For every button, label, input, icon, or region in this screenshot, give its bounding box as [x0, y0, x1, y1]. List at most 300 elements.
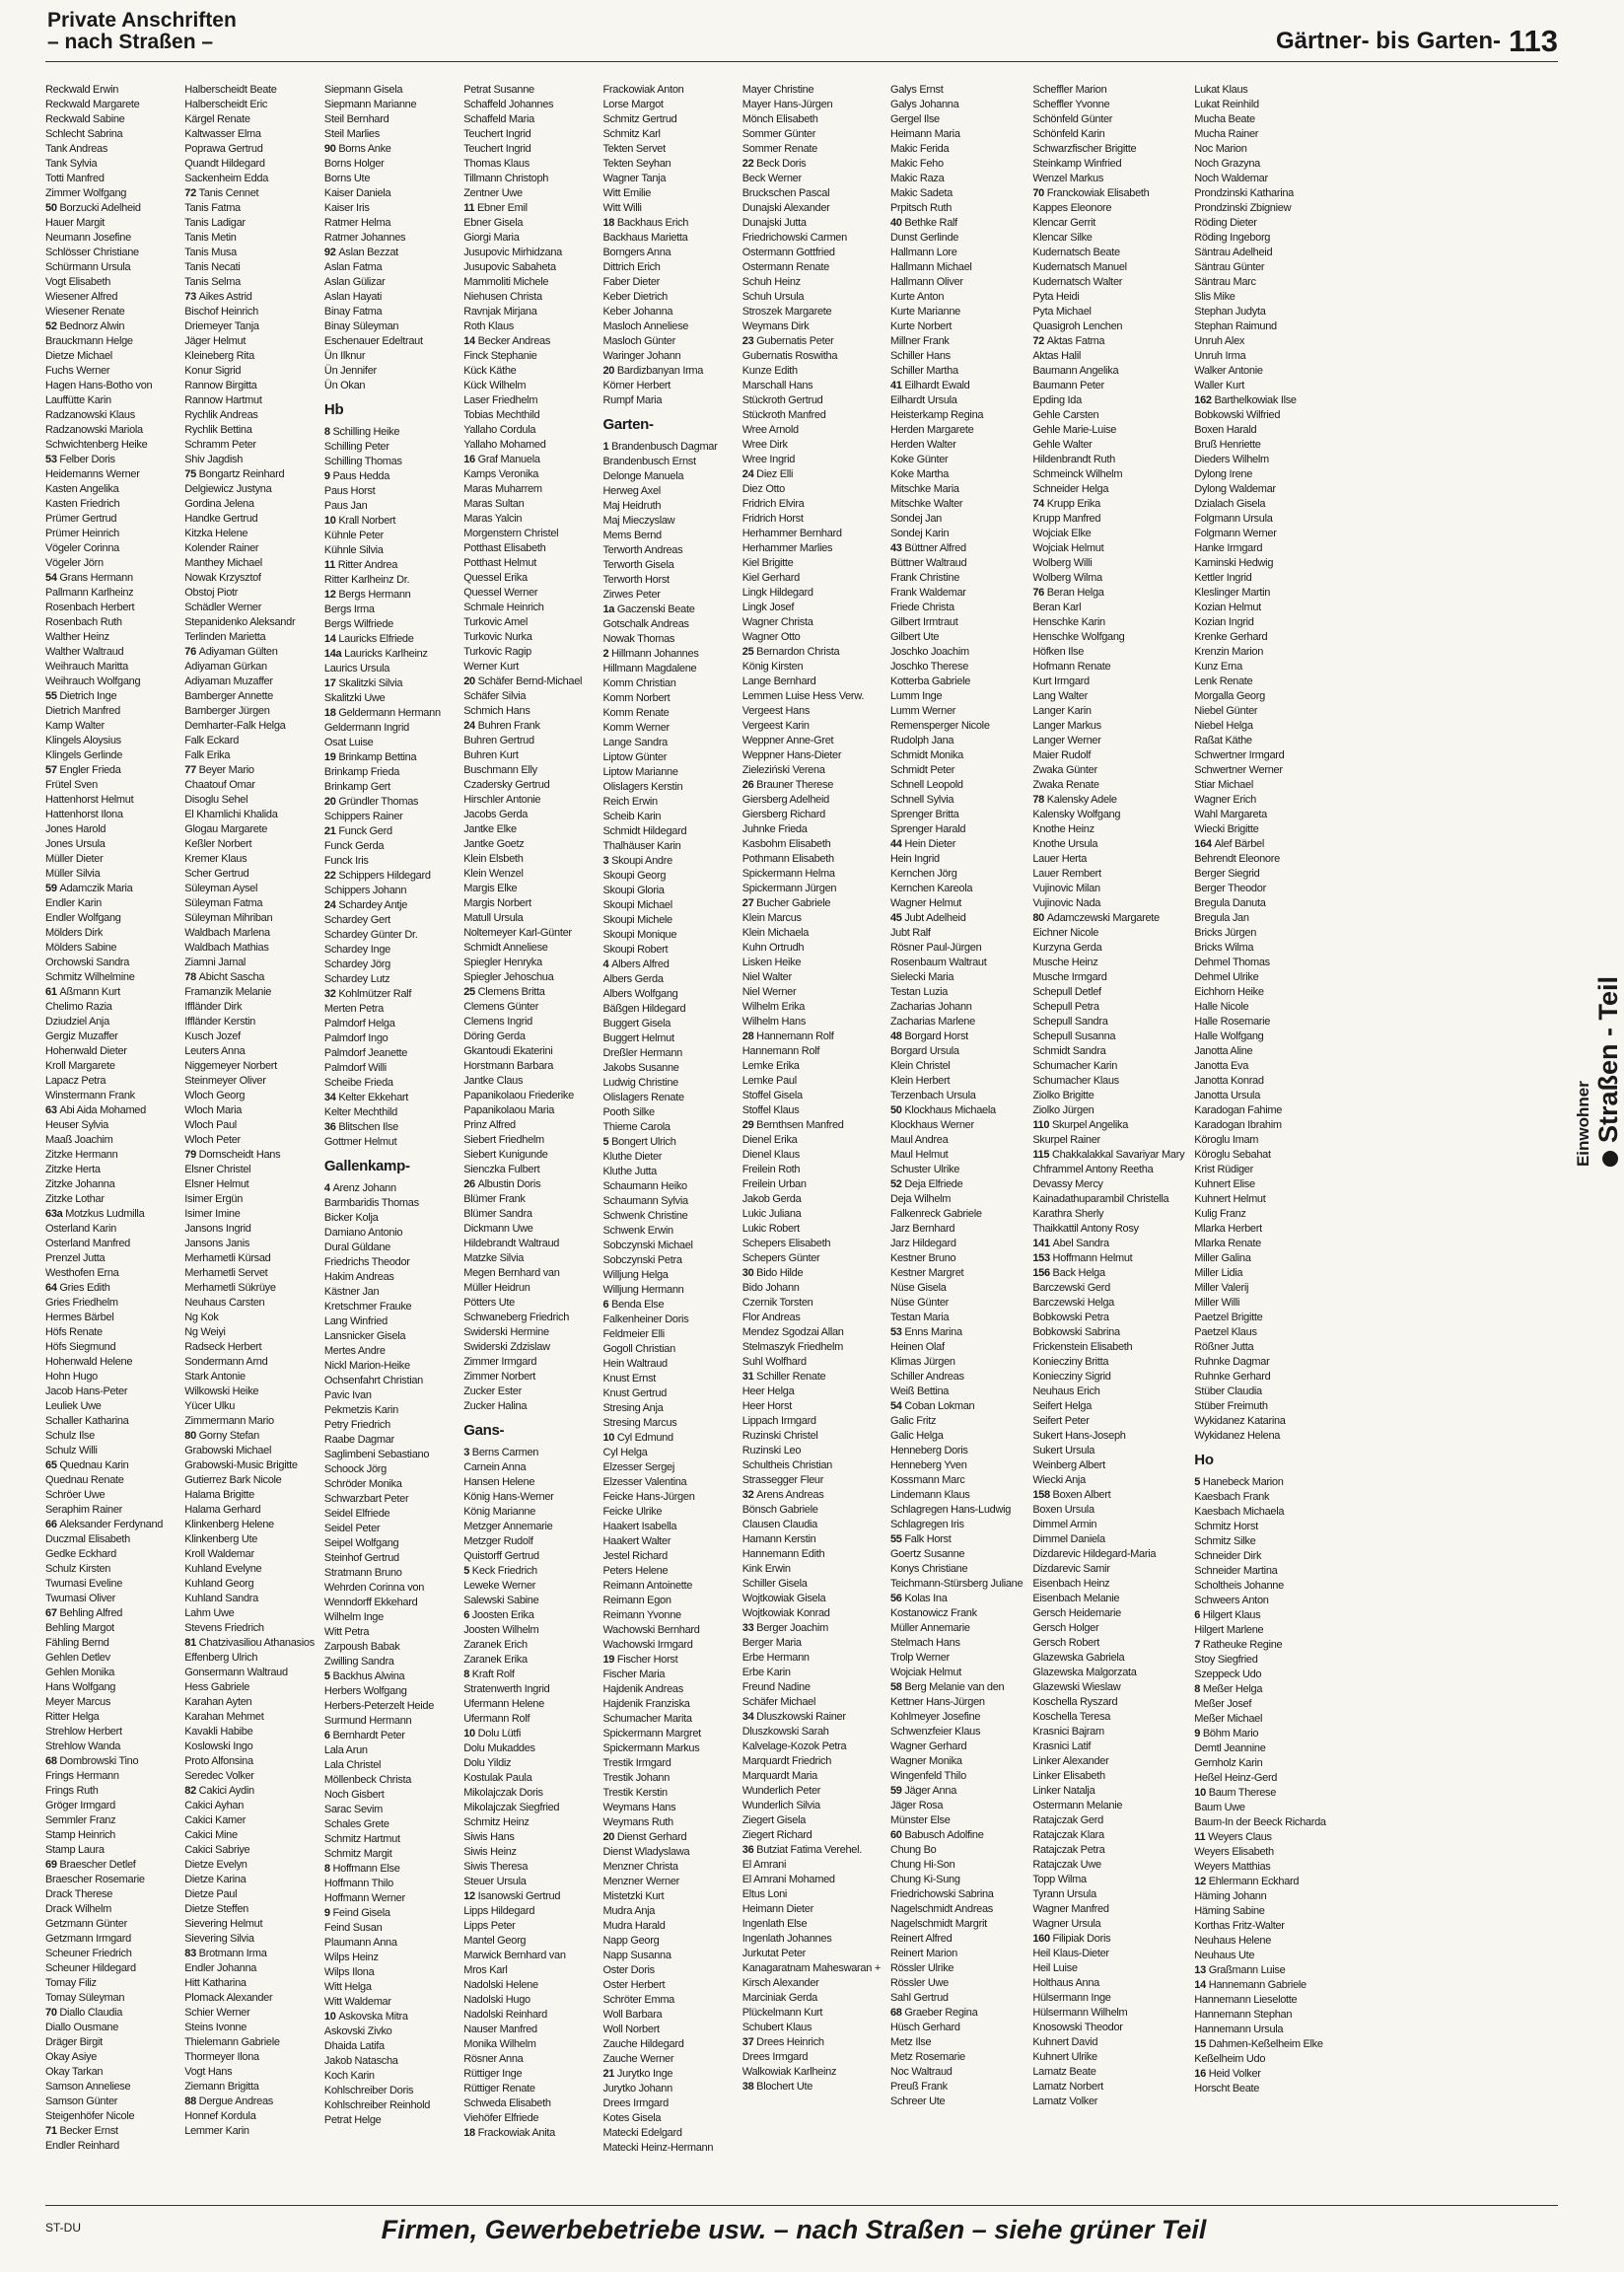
resident-entry: Schwarzfischer Brigitte: [1032, 143, 1137, 155]
resident-entry: Stiar Michael: [1194, 779, 1253, 791]
resident-entry: 44 Hein Dieter: [889, 838, 956, 850]
resident-entry: Tekten Servet: [602, 143, 666, 155]
street-range: Gärtner- bis Garten-: [1275, 28, 1501, 54]
resident-entry: 88 Dergue Andreas: [184, 2095, 273, 2107]
resident-entry: Elsner Christel: [184, 1164, 251, 1175]
resident-entry: 77 Beyer Mario: [184, 764, 254, 776]
resident-entry: 158 Boxen Albert: [1032, 1489, 1111, 1501]
resident-entry: Reckwald Margarete: [45, 99, 140, 110]
resident-entry: 78 Kalensky Adele: [1032, 794, 1117, 806]
resident-entry: Radzanowski Klaus: [45, 409, 135, 421]
resident-entry: Preuß Frank: [889, 2081, 948, 2093]
resident-entry: 68 Dombrowski Tino: [45, 1755, 139, 1767]
resident-entry: Lemmen Luise Hess Verw.: [741, 690, 865, 702]
resident-entry: Terlinden Marietta: [184, 631, 266, 643]
resident-entry: Nadolski Helene: [463, 1979, 538, 1991]
resident-entry: Eisenbach Heinz: [1032, 1578, 1110, 1590]
resident-entry: Hamann Kerstin: [741, 1533, 816, 1545]
resident-entry: Spickermann Jürgen: [741, 883, 837, 894]
resident-entry: Cakici Ayhan: [184, 1800, 245, 1811]
resident-entry: Mammoliti Michele: [463, 276, 549, 288]
resident-entry: Siwis Heinz: [463, 1846, 517, 1858]
resident-entry: Kulig Franz: [1194, 1208, 1246, 1220]
resident-entry: Kretschmer Frauke: [323, 1301, 412, 1313]
resident-entry: Scholtheis Johanne: [1194, 1580, 1284, 1592]
resident-entry: Knust Gertrud: [602, 1387, 668, 1399]
resident-entry: Elsner Helmut: [184, 1178, 249, 1190]
resident-entry: Mölders Sabine: [45, 942, 117, 954]
street-heading: Gans-: [463, 1422, 505, 1439]
resident-entry: Maul Helmut: [889, 1149, 949, 1161]
resident-entry: Heimann Maria: [889, 128, 960, 140]
resident-entry: Chung Bo: [889, 1844, 937, 1856]
resident-entry: Bido Johann: [741, 1282, 800, 1294]
resident-entry: Twumasi Eveline: [45, 1578, 123, 1590]
resident-entry: Turkovic Amel: [463, 616, 528, 628]
resident-entry: Turkovic Nurka: [463, 631, 532, 643]
resident-entry: Schepers Elisabeth: [741, 1238, 831, 1249]
resident-entry: Oster Herbert: [602, 1979, 666, 1991]
resident-entry: Bergs Wilfriede: [323, 618, 393, 630]
resident-entry: Totti Manfred: [45, 173, 105, 184]
resident-entry: Okay Tarkan: [45, 2066, 104, 2078]
resident-entry: Saglimbeni Sebastiano: [323, 1449, 430, 1460]
resident-entry: Schmidt Sandra: [1032, 1045, 1106, 1057]
resident-entry: Vergeest Karin: [741, 720, 810, 732]
resident-entry: Kurte Norbert: [889, 320, 953, 332]
resident-entry: 19 Fischer Horst: [602, 1654, 678, 1666]
resident-entry: Ziolko Jürgen: [1032, 1104, 1094, 1116]
resident-entry: Wree Ingrid: [741, 454, 796, 465]
resident-entry: Henneberg Doris: [889, 1445, 968, 1456]
resident-entry: 59 Jäger Anna: [889, 1785, 957, 1797]
resident-entry: Heil Luise: [1032, 1962, 1078, 1974]
resident-entry: El Amrani: [741, 1859, 787, 1871]
resident-entry: Mantel Georg: [463, 1935, 527, 1947]
resident-entry: Schwertner Werner: [1194, 764, 1283, 776]
resident-entry: 19 Brinkamp Bettina: [323, 751, 417, 763]
resident-entry: Makic Feho: [889, 158, 944, 170]
resident-entry: Thielemann Gabriele: [184, 2036, 280, 2048]
resident-entry: 141 Abel Sandra: [1032, 1238, 1109, 1249]
resident-entry: Henschke Wolfgang: [1032, 631, 1125, 643]
resident-entry: 8 Schilling Heike: [323, 426, 400, 438]
resident-entry: Lippach Irmgard: [741, 1415, 816, 1427]
resident-entry: Lange Bernhard: [741, 675, 816, 687]
resident-entry: Baum Uwe: [1194, 1802, 1245, 1813]
resident-entry: Schulz Ilse: [45, 1430, 95, 1442]
resident-entry: 27 Bucher Gabriele: [741, 897, 831, 909]
resident-entry: Stelmaszyk Friedhelm: [741, 1341, 843, 1353]
resident-entry: Tomay Filiz: [45, 1977, 97, 1989]
resident-entry: Borgard Ursula: [889, 1045, 959, 1057]
resident-entry: Mertes Andre: [323, 1345, 386, 1357]
resident-entry: 3 Skoupi Andre: [602, 855, 672, 867]
resident-entry: Tanis Musa: [184, 247, 237, 258]
resident-entry: Holthaus Anna: [1032, 1977, 1099, 1989]
resident-entry: Schmitz Heinz: [463, 1816, 530, 1828]
resident-entry: Mistetzki Kurt: [602, 1890, 665, 1902]
resident-entry: Skoupi Georg: [602, 870, 667, 882]
resident-entry: Kozian Helmut: [1194, 602, 1261, 613]
resident-entry: Hülsermann Wilhelm: [1032, 2007, 1128, 2019]
resident-entry: Terzenbach Ursula: [889, 1090, 976, 1101]
resident-entry: Gersch Holger: [1032, 1622, 1099, 1634]
resident-entry: Tekten Seyhan: [602, 158, 671, 170]
resident-entry: 33 Berger Joachim: [741, 1622, 829, 1634]
resident-entry: Walker Antonie: [1194, 365, 1263, 377]
resident-entry: Schwarzbart Peter: [323, 1493, 409, 1505]
resident-entry: Blümer Frank: [463, 1193, 526, 1205]
resident-entry: Brauckmann Helge: [45, 335, 133, 347]
resident-entry: Stark Antonie: [184, 1371, 246, 1383]
resident-entry: Hajdenik Andreas: [602, 1683, 683, 1695]
resident-entry: Herden Margarete: [889, 424, 974, 436]
resident-entry: Hohenwald Helene: [45, 1356, 133, 1368]
resident-entry: Lang Walter: [1032, 690, 1088, 702]
resident-entry: Rösner Paul-Jürgen: [889, 942, 982, 954]
resident-entry: 5 Bongert Ulrich: [602, 1136, 676, 1148]
header-divider: [45, 61, 1558, 62]
resident-entry: Rüttiger Renate: [463, 2083, 535, 2094]
resident-entry: Schuster Ulrike: [889, 1164, 960, 1175]
resident-entry: Schultheis Christian: [741, 1459, 832, 1471]
resident-entry: Kamp Walter: [45, 720, 105, 732]
resident-entry: Schwaneberg Friedrich: [463, 1312, 570, 1323]
resident-entry: Sahl Gertrud: [889, 1992, 949, 2004]
resident-entry: Röding Dieter: [1194, 217, 1257, 229]
resident-entry: Millner Frank: [889, 335, 950, 347]
resident-entry: Körner Herbert: [602, 380, 671, 391]
resident-entry: Dehmel Ulrike: [1194, 971, 1259, 983]
resident-entry: Blümer Sandra: [463, 1208, 532, 1220]
resident-entry: Honnef Kordula: [184, 2110, 256, 2122]
resident-entry: Kasten Angelika: [45, 483, 119, 495]
resident-entry: 6 Benda Else: [602, 1299, 665, 1311]
resident-entry: Giersberg Richard: [741, 809, 825, 820]
resident-entry: Thieme Carola: [602, 1121, 671, 1133]
resident-entry: Prondzinski Katharina: [1194, 187, 1294, 199]
resident-entry: Demharter-Falk Helga: [184, 720, 286, 732]
resident-entry: Hermes Bärbel: [45, 1312, 114, 1323]
resident-entry: Seipel Wolfgang: [323, 1537, 399, 1549]
resident-entry: Klencar Silke: [1032, 232, 1093, 244]
resident-entry: Noch Grazyna: [1194, 158, 1260, 170]
resident-entry: Spickermann Helma: [741, 868, 835, 880]
resident-entry: Ün Jennifer: [323, 365, 377, 377]
resident-entry: Ingenlath Johannes: [741, 1933, 832, 1945]
resident-entry: Teichmann-Stürsberg Juliane: [889, 1578, 1024, 1590]
resident-entry: Schiller Hans: [889, 350, 951, 362]
resident-entry: Wiecki Anja: [1032, 1474, 1086, 1486]
resident-entry: Trestik Johann: [602, 1772, 671, 1784]
resident-entry: Werner Kurt: [463, 661, 519, 673]
resident-entry: Willjung Helga: [602, 1269, 669, 1281]
resident-entry: Bobkowski Wilfried: [1194, 409, 1281, 421]
resident-entry: Jantke Goetz: [463, 838, 525, 850]
resident-entry: Cakici Kamer: [184, 1814, 247, 1826]
resident-entry: Noch Gisbert: [323, 1789, 385, 1801]
resident-entry: Merhametli Servet: [184, 1267, 268, 1279]
resident-entry: Beran Karl: [1032, 602, 1082, 613]
resident-entry: Schmale Heinrich: [463, 602, 544, 613]
resident-entry: 12 Isanowski Gertrud: [463, 1890, 561, 1902]
resident-entry: Prümer Gertrud: [45, 513, 117, 525]
resident-entry: Komm Renate: [602, 707, 670, 719]
resident-entry: Lahm Uwe: [184, 1607, 235, 1619]
resident-entry: Koch Karin: [323, 2070, 375, 2082]
resident-entry: Yallaho Cordula: [463, 424, 536, 436]
resident-entry: Folgmann Ursula: [1194, 513, 1273, 525]
resident-entry: Krenke Gerhard: [1194, 631, 1268, 643]
resident-entry: Jakobs Susanne: [602, 1062, 679, 1074]
resident-entry: Cakici Mine: [184, 1829, 238, 1841]
resident-entry: Mlarka Renate: [1194, 1238, 1261, 1249]
resident-entry: Wagner Gerhard: [889, 1740, 967, 1752]
resident-entry: Kühnle Silvia: [323, 544, 384, 556]
resident-entry: 57 Engler Frieda: [45, 764, 121, 776]
resident-entry: Berger Maria: [741, 1637, 802, 1649]
resident-entry: 10 Krall Norbert: [323, 515, 396, 527]
resident-entry: Gehle Carsten: [1032, 409, 1099, 421]
resident-entry: Höfken Ilse: [1032, 646, 1085, 658]
resident-entry: Kuhnert Elise: [1194, 1178, 1255, 1190]
resident-entry: Lauer Herta: [1032, 853, 1088, 865]
resident-entry: Dickmann Uwe: [463, 1223, 533, 1235]
resident-entry: Ruhnke Dagmar: [1194, 1356, 1270, 1368]
resident-entry: Gergel Ilse: [889, 113, 940, 125]
resident-entry: Schlagregen Hans-Ludwig: [889, 1504, 1012, 1516]
resident-entry: Nadolski Reinhard: [463, 2009, 547, 2021]
resident-entry: Epding Ida: [1032, 394, 1082, 406]
resident-entry: Süleyman Fatma: [184, 897, 263, 909]
resident-entry: Ludwig Christine: [602, 1077, 679, 1089]
resident-entry: Drack Therese: [45, 1888, 113, 1900]
resident-entry: Hüsch Gerhard: [889, 2022, 960, 2033]
resident-entry: Merten Petra: [323, 1003, 384, 1015]
resident-entry: Koniecziny Britta: [1032, 1356, 1109, 1368]
resident-entry: Gergiz Muzaffer: [45, 1030, 118, 1042]
resident-entry: Schippers Johann: [323, 885, 407, 896]
resident-entry: Wahl Margareta: [1194, 809, 1267, 820]
resident-entry: 40 Bethke Ralf: [889, 217, 957, 229]
resident-entry: Koke Günter: [889, 454, 949, 465]
resident-entry: Glazewska Gabriela: [1032, 1652, 1125, 1664]
resident-entry: Finck Stephanie: [463, 350, 537, 362]
resident-entry: Gries Friedhelm: [45, 1297, 118, 1309]
resident-entry: Kudernatsch Walter: [1032, 276, 1123, 288]
resident-entry: Salewski Sabine: [463, 1595, 539, 1606]
resident-entry: Braescher Rosemarie: [45, 1874, 145, 1885]
resident-entry: Wloch Georg: [184, 1090, 246, 1101]
resident-entry: 37 Drees Heinrich: [741, 2036, 824, 2048]
resident-entry: Kostanowicz Frank: [889, 1607, 977, 1619]
resident-entry: Schumacher Marita: [602, 1713, 692, 1725]
resident-entry: Heer Helga: [741, 1385, 795, 1397]
resident-entry: Ravnjak Mirjana: [463, 306, 537, 318]
resident-entry: Lenk Renate: [1194, 675, 1253, 687]
resident-entry: Boxen Ursula: [1032, 1504, 1094, 1516]
resident-entry: 8 Kraft Rolf: [463, 1668, 515, 1680]
resident-entry: Kalensky Wolfgang: [1032, 809, 1121, 820]
resident-entry: 10 Askovska Mitra: [323, 2011, 408, 2023]
resident-entry: Tyrann Ursula: [1032, 1888, 1096, 1900]
resident-entry: Wojtkowiak Gisela: [741, 1593, 826, 1604]
resident-entry: 24 Buhren Frank: [463, 720, 540, 732]
resident-entry: Delonge Manuela: [602, 470, 684, 482]
resident-entry: Schumacher Karin: [1032, 1060, 1118, 1072]
resident-entry: Feldmeier Elli: [602, 1328, 665, 1340]
resident-entry: Janotta Aline: [1194, 1045, 1253, 1057]
resident-entry: Radseck Herbert: [184, 1341, 262, 1353]
resident-entry: Wree Dirk: [741, 439, 788, 451]
resident-entry: Dolu Yildiz: [463, 1757, 512, 1769]
resident-entry: Rößner Jutta: [1194, 1341, 1254, 1353]
resident-entry: 3 Berns Carmen: [463, 1447, 539, 1458]
resident-entry: Neuhaus Helene: [1194, 1935, 1272, 1947]
resident-entry: Sukert Ursula: [1032, 1445, 1095, 1456]
resident-entry: Ruzinski Christel: [741, 1430, 818, 1442]
resident-entry: Wolberg Willi: [1032, 557, 1093, 569]
resident-entry: Hofmann Renate: [1032, 661, 1111, 673]
resident-entry: 48 Borgard Horst: [889, 1030, 968, 1042]
resident-entry: 83 Brotmann Irma: [184, 1948, 267, 1959]
resident-entry: Müller Annemarie: [889, 1622, 970, 1634]
resident-entry: Frank Christine: [889, 572, 960, 584]
resident-entry: Rössler Ulrike: [889, 1962, 954, 1974]
resident-entry: Chaatouf Omar: [184, 779, 255, 791]
resident-entry: Papanikolaou Maria: [463, 1104, 555, 1116]
resident-entry: Scheuner Hildegard: [45, 1962, 136, 1974]
resident-entry: Buhren Kurt: [463, 749, 519, 761]
resident-entry: Maras Muharrem: [463, 483, 542, 495]
resident-entry: Buggert Gisela: [602, 1018, 671, 1030]
resident-entry: Schiller Andreas: [889, 1371, 964, 1383]
resident-entry: Steuer Ursula: [463, 1876, 527, 1887]
resident-entry: Wilkowski Heike: [184, 1385, 259, 1397]
resident-entry: Klinkenberg Ute: [184, 1533, 258, 1545]
resident-entry: Witt Helga: [323, 1981, 372, 1993]
resident-entry: Ziemann Brigitta: [184, 2081, 259, 2093]
resident-entry: Baumann Angelika: [1032, 365, 1119, 377]
resident-entry: Schröder Monika: [323, 1478, 402, 1490]
resident-entry: Elzesser Valentina: [602, 1476, 687, 1488]
resident-entry: Schuh Ursula: [741, 291, 805, 303]
resident-entry: Gehlen Monika: [45, 1667, 115, 1678]
street-heading: Hb: [323, 401, 344, 418]
resident-entry: Grabowski-Music Brigitte: [184, 1459, 298, 1471]
resident-entry: Suhl Wolfhard: [741, 1356, 807, 1368]
resident-entry: 36 Blitschen Ilse: [323, 1121, 398, 1133]
resident-entry: Frings Ruth: [45, 1785, 99, 1797]
resident-entry: Jestel Richard: [602, 1550, 668, 1562]
resident-entry: Klein Wenzel: [463, 868, 524, 880]
section-title: [47, 10, 237, 53]
resident-entry: Brinkamp Gert: [323, 781, 390, 793]
resident-entry: Schaffeld Maria: [463, 113, 534, 125]
resident-entry: Berger Siegrid: [1194, 868, 1260, 880]
resident-entry: Schiller Martha: [889, 365, 958, 377]
resident-entry: Klingels Aloysius: [45, 735, 121, 746]
resident-entry: Yücer Ulku: [184, 1400, 236, 1412]
resident-entry: 64 Gries Edith: [45, 1282, 110, 1294]
resident-entry: Lala Christel: [323, 1759, 382, 1771]
resident-entry: Thalhäuser Karin: [602, 840, 681, 852]
resident-entry: Samson Günter: [45, 2095, 118, 2107]
resident-entry: Janotta Ursula: [1194, 1090, 1261, 1101]
resident-entry: Schuh Heinz: [741, 276, 801, 288]
resident-entry: Jäger Helmut: [184, 335, 247, 347]
resident-entry: Quistorff Gertrud: [463, 1550, 539, 1562]
resident-entry: Schardey Jörg: [323, 958, 390, 970]
resident-entry: Kanagaratnam Maheswaran +: [741, 1962, 881, 1974]
resident-entry: Weiß Bettina: [889, 1385, 950, 1397]
resident-entry: Kärgel Renate: [184, 113, 250, 125]
resident-entry: Reimann Antoinette: [602, 1580, 693, 1592]
resident-entry: Oster Doris: [602, 1964, 655, 1976]
resident-entry: Devassy Mercy: [1032, 1178, 1103, 1190]
resident-entry: Lange Sandra: [602, 737, 668, 748]
resident-entry: Laurics Ursula: [323, 663, 390, 674]
resident-entry: 156 Back Helga: [1032, 1267, 1105, 1279]
side-tab-main-text: Straßen - Teil: [1593, 976, 1623, 1144]
resident-entry: Olislagers Kerstin: [602, 781, 683, 793]
resident-entry: Mitschke Walter: [889, 498, 963, 510]
resident-entry: Haakert Isabella: [602, 1521, 677, 1532]
resident-entry: Albers Gerda: [602, 973, 664, 985]
resident-entry: Terworth Andreas: [602, 544, 683, 556]
resident-entry: Kohlschreiber Doris: [323, 2085, 414, 2096]
resident-entry: Kirsch Alexander: [741, 1977, 819, 1989]
resident-entry: Brinkamp Frieda: [323, 766, 400, 778]
resident-entry: Liptow Marianne: [602, 766, 678, 778]
resident-entry: Höfs Renate: [45, 1326, 103, 1338]
resident-entry: Tillmann Christoph: [463, 173, 549, 184]
resident-entry: Drack Wilhelm: [45, 1903, 111, 1915]
resident-entry: Petry Friedrich: [323, 1419, 390, 1431]
resident-entry: Kiel Brigitte: [741, 557, 794, 569]
resident-entry: Faber Dieter: [602, 276, 661, 288]
resident-entry: Schardey Günter Dr.: [323, 929, 418, 941]
resident-entry: Komm Christian: [602, 677, 676, 689]
resident-entry: Schreer Ute: [889, 2095, 946, 2107]
resident-entry: Scheib Karin: [602, 811, 662, 822]
resident-entry: Carnein Anna: [463, 1461, 527, 1473]
resident-entry: Heuser Sylvia: [45, 1119, 108, 1131]
resident-entry: Korthas Fritz-Walter: [1194, 1920, 1285, 1932]
resident-entry: Mendez Sgodzai Allan: [741, 1326, 844, 1338]
resident-entry: Schoock Jörg: [323, 1463, 387, 1475]
resident-entry: Proto Alfonsina: [184, 1755, 253, 1767]
resident-entry: Wloch Peter: [184, 1134, 241, 1146]
resident-entry: Hallmann Lore: [889, 247, 957, 258]
resident-entry: Hannemann Stephan: [1194, 2009, 1293, 2021]
resident-entry: Reckwald Erwin: [45, 84, 119, 96]
resident-entry: Isimer Ergün: [184, 1193, 244, 1205]
resident-entry: Steinmeyer Oliver: [184, 1075, 266, 1087]
resident-entry: Kaltwasser Elma: [184, 128, 261, 140]
resident-entry: Kamps Veronika: [463, 468, 539, 480]
resident-entry: 16 Heid Volker: [1194, 2068, 1261, 2080]
resident-entry: Iffländer Dirk: [184, 1001, 243, 1013]
resident-entry: Jantke Elke: [463, 823, 517, 835]
resident-entry: Sievering Helmut: [184, 1918, 263, 1930]
resident-entry: Wagner Erich: [1194, 794, 1256, 806]
resident-entry: Freilein Roth: [741, 1164, 801, 1175]
resident-entry: Jarz Hildegard: [889, 1238, 956, 1249]
resident-entry: Fischer Maria: [602, 1668, 666, 1680]
resident-entry: Rüttiger Inge: [463, 2068, 523, 2080]
